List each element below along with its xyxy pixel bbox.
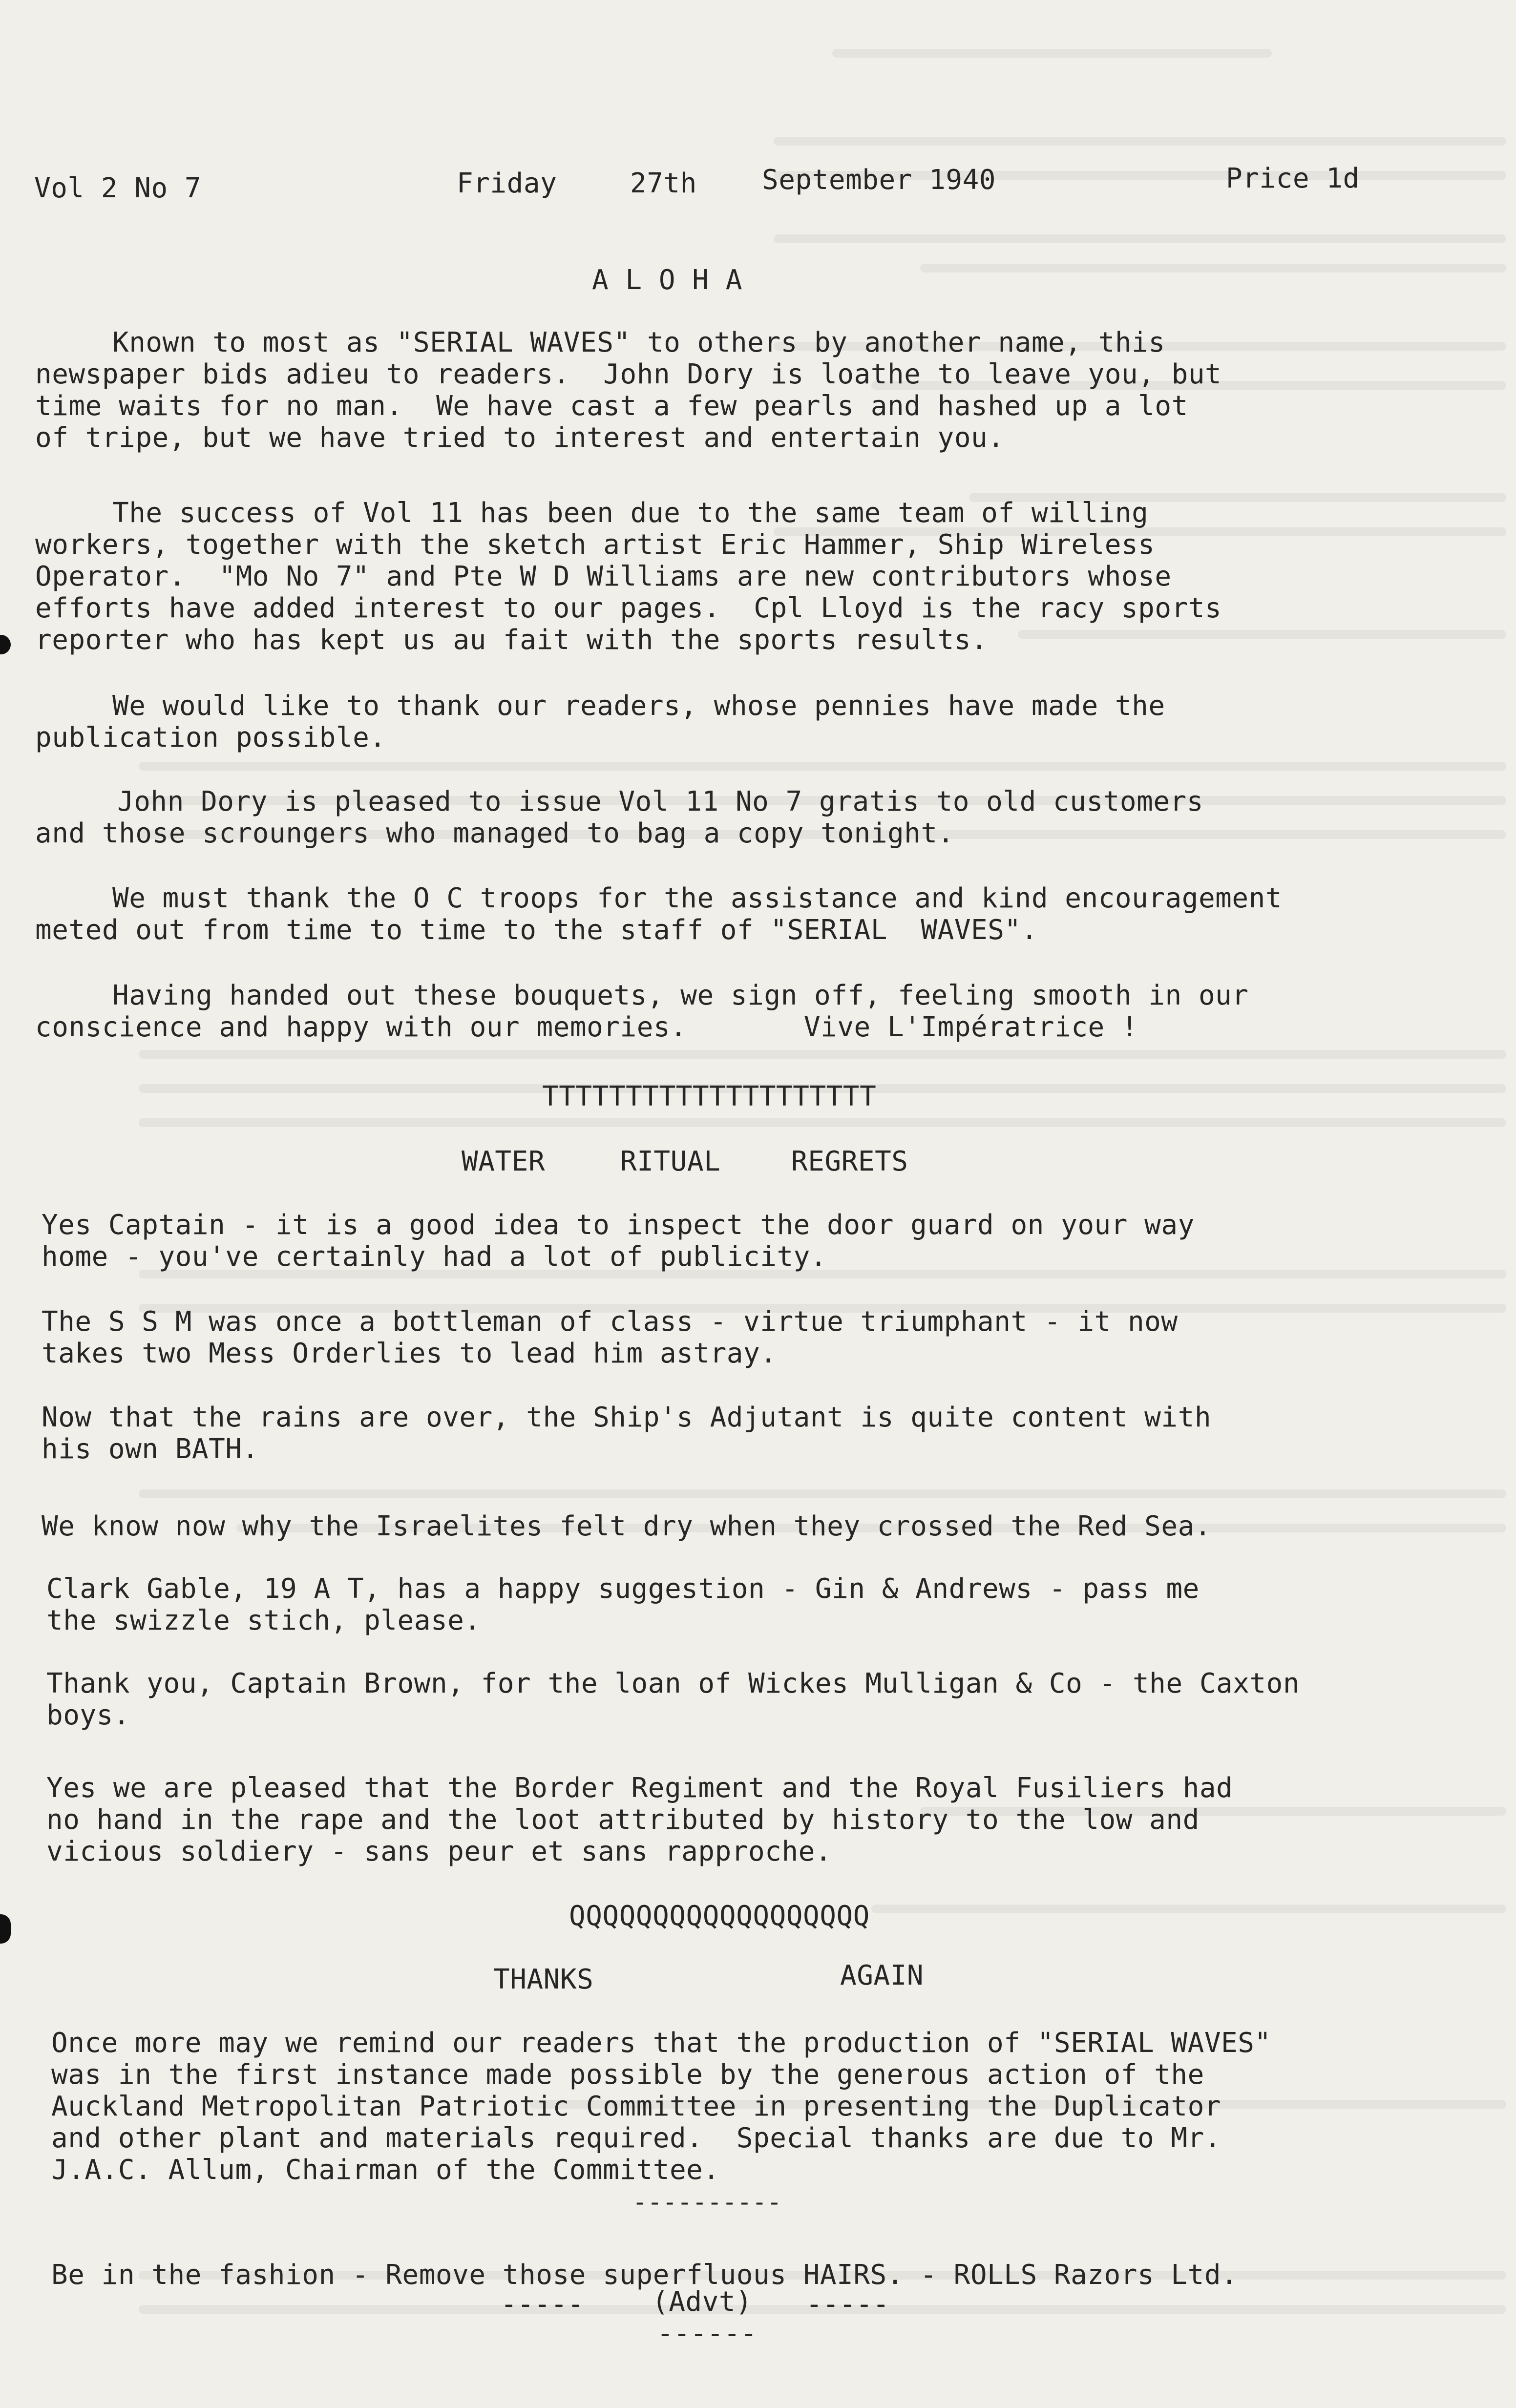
advert-line: Be in the fashion - Remove those superfluous HAIRS. - ROLLS Razors Ltd. xyxy=(51,2259,1238,2291)
issue-month-year: September 1940 xyxy=(762,164,996,196)
volume-number: Vol 2 No 7 xyxy=(34,172,202,204)
aloha-heading: A L O H A xyxy=(592,264,742,296)
issue-date: 27th xyxy=(630,168,697,199)
punch-hole-mark xyxy=(0,635,11,654)
advt-rule-left: ----- xyxy=(501,2288,585,2320)
advt-rule-right: ----- xyxy=(806,2288,890,2320)
thanks-rule: ---------- xyxy=(632,2188,782,2216)
divider-t-row: TTTTTTTTTTTTTTTTTTTT xyxy=(542,1081,877,1112)
issue-day: Friday xyxy=(457,168,557,199)
divider-q-row: QQQQQQQQQQQQQQQQQQ xyxy=(569,1900,870,1932)
advt-label: (Advt) xyxy=(652,2286,753,2318)
end-rule: ------ xyxy=(657,2318,758,2349)
newsletter-page: Vol 2 No 7 Friday 27th September 1940 Price 1d A L O H A Known to most as "SERIAL WAVES" to others by another name, this newspaper bids adieu to readers. John Dory is loathe to leave you, but time waits for no man. We have cast a few pearls and hashed up a lot of tripe, but we have tried to interest and entertain you. The success of Vol 11 has been due to the same team of willing workers, together with the sketch artist Eric Hammer, Ship Wireless Operator. "Mo No 7" and Pte W D Williams are new contributors whose efforts have added interest to our pages. Cpl Lloyd is the racy sports reporter who has kept us au fait with the sports results. We would like to thank our readers, whose pennies have made the publication possible. John Dory is pleased to issue Vol 11 No 7 gratis to old customers and those scroungers who managed to bag a copy tonight. We must thank the O C troops for the assistance and kind encouragement meted out from time to time to the staff of "SERIAL WAVES". Having handed out these bouquets, we sign off, feeling smooth in our conscience and happy with our memories. Vive L'Impératrice ! TTTTTTTTTTTTTTTTTTTT WATER RITUAL REGRETS Yes Captain - it is a good idea to inspect the door guard on your way home - you've certainly had a lot of publicity. The S S M was once a bottleman of class - virtue triumphant - it now takes two Mess Orderlies to lead him astray. Now that the rains are over, the Ship's Adjutant is quite content with his own BATH. We know now why the Israelites felt dry when they crossed the Red Sea. Clark Gable, 19 A T, has a happy suggestion - Gin & Andrews - pass me the swizzle stich, please. Thank you, Captain Brown, for the loan of Wickes Mulligan & Co - the Caxton boys. Yes we are pleased that the Border Regiment and the Royal Fusiliers had no hand in the rape and the loot attributed by history to the low and vicious soldiery - sans peur et sans rapproche. QQQQQQQQQQQQQQQQQQ THANKS AGAIN Once more may we remind our readers that the production of "SERIAL WAVES" was in the first instance made possible by the generous action of the Auckland Metropolitan Patriotic Committee in presenting the Duplicator and other plant and materials required. Special thanks are due to Mr. J.A.C. Allum, Chairman of the Committee. ---------- Be in the fashion - Remove those superfluous HAIRS. - ROLLS Razors Ltd. ----- (Advt) ----- ------ xyxy=(0,0,1516,2408)
punch-hole-mark xyxy=(0,1914,11,1944)
price: Price 1d xyxy=(1226,163,1360,194)
